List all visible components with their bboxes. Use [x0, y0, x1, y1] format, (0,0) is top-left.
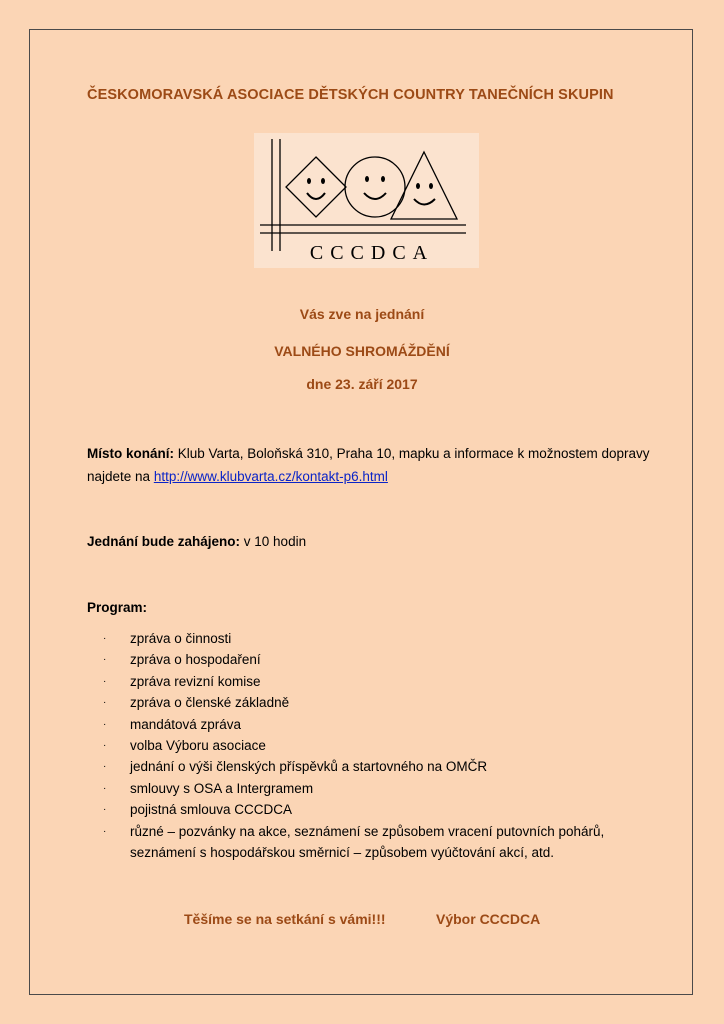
bullet-icon: · — [103, 740, 107, 752]
program-item: · zpráva o členské základně — [100, 692, 670, 713]
bullet-icon: · — [103, 675, 107, 687]
start-paragraph — [87, 530, 662, 553]
program-item: · zpráva o hospodaření — [100, 649, 670, 670]
program-item: · různé – pozvánky na akce, seznámení se způsobem vracení putovních pohárů, seznámení s hospodářskou směrnicí – způsobem vyúčtování akcí, atd. — [100, 821, 670, 864]
bullet-icon: · — [103, 697, 107, 709]
signature: Výbor CCCDCA — [436, 911, 541, 927]
meeting-date: dne 23. září 2017 — [306, 376, 418, 392]
assembly-title: VALNÉHO SHROMÁŽDĚNÍ — [274, 343, 450, 359]
bullet-icon: · — [103, 761, 107, 773]
program-heading: Program: — [87, 600, 148, 615]
venue-link[interactable]: http://www.klubvarta.cz/kontakt-p6.html — [153, 469, 388, 484]
start-time: v 10 hodin — [240, 534, 307, 549]
cccdca-logo — [254, 133, 479, 268]
program-item: · smlouvy s OSA a Intergramem — [100, 778, 670, 799]
bullet-icon: · — [103, 782, 107, 794]
program-item: · jednání o výši členských příspěvků a startovného na OMČR — [100, 756, 670, 777]
start-label: Jednání bude zahájeno: — [87, 534, 241, 549]
program-item: · zpráva revizní komise — [100, 671, 670, 692]
logo-graphic — [254, 133, 479, 268]
closing-greeting: Těšíme se na setkání s vámi!!! — [184, 911, 386, 927]
venue-label: Místo konání: — [87, 446, 174, 461]
program-item: · zpráva o činnosti — [100, 628, 670, 649]
invitation-line: Vás zve na jednání — [299, 306, 425, 322]
logo-text: CCCDCA — [309, 242, 435, 264]
bullet-icon: · — [103, 633, 107, 644]
venue-paragraph — [87, 442, 662, 488]
program-item: · volba Výboru asociace — [100, 735, 670, 756]
program-item: · pojistná smlouva CCCDCA — [100, 799, 670, 820]
organization-title: ČESKOMORAVSKÁ ASOCIACE DĚTSKÝCH COUNTRY TANEČNÍCH SKUPIN — [87, 87, 614, 103]
bullet-icon: · — [103, 654, 107, 666]
program-item: · mandátová zpráva — [100, 714, 670, 735]
bullet-icon: · — [103, 804, 107, 816]
program-list — [100, 628, 670, 863]
bullet-icon: · — [103, 825, 107, 837]
venue-text: Klub Varta, Boloňská 310, Praha 10, mapku a informace k možnostem dopravy najdete na — [87, 446, 650, 484]
bullet-icon: · — [103, 718, 107, 730]
